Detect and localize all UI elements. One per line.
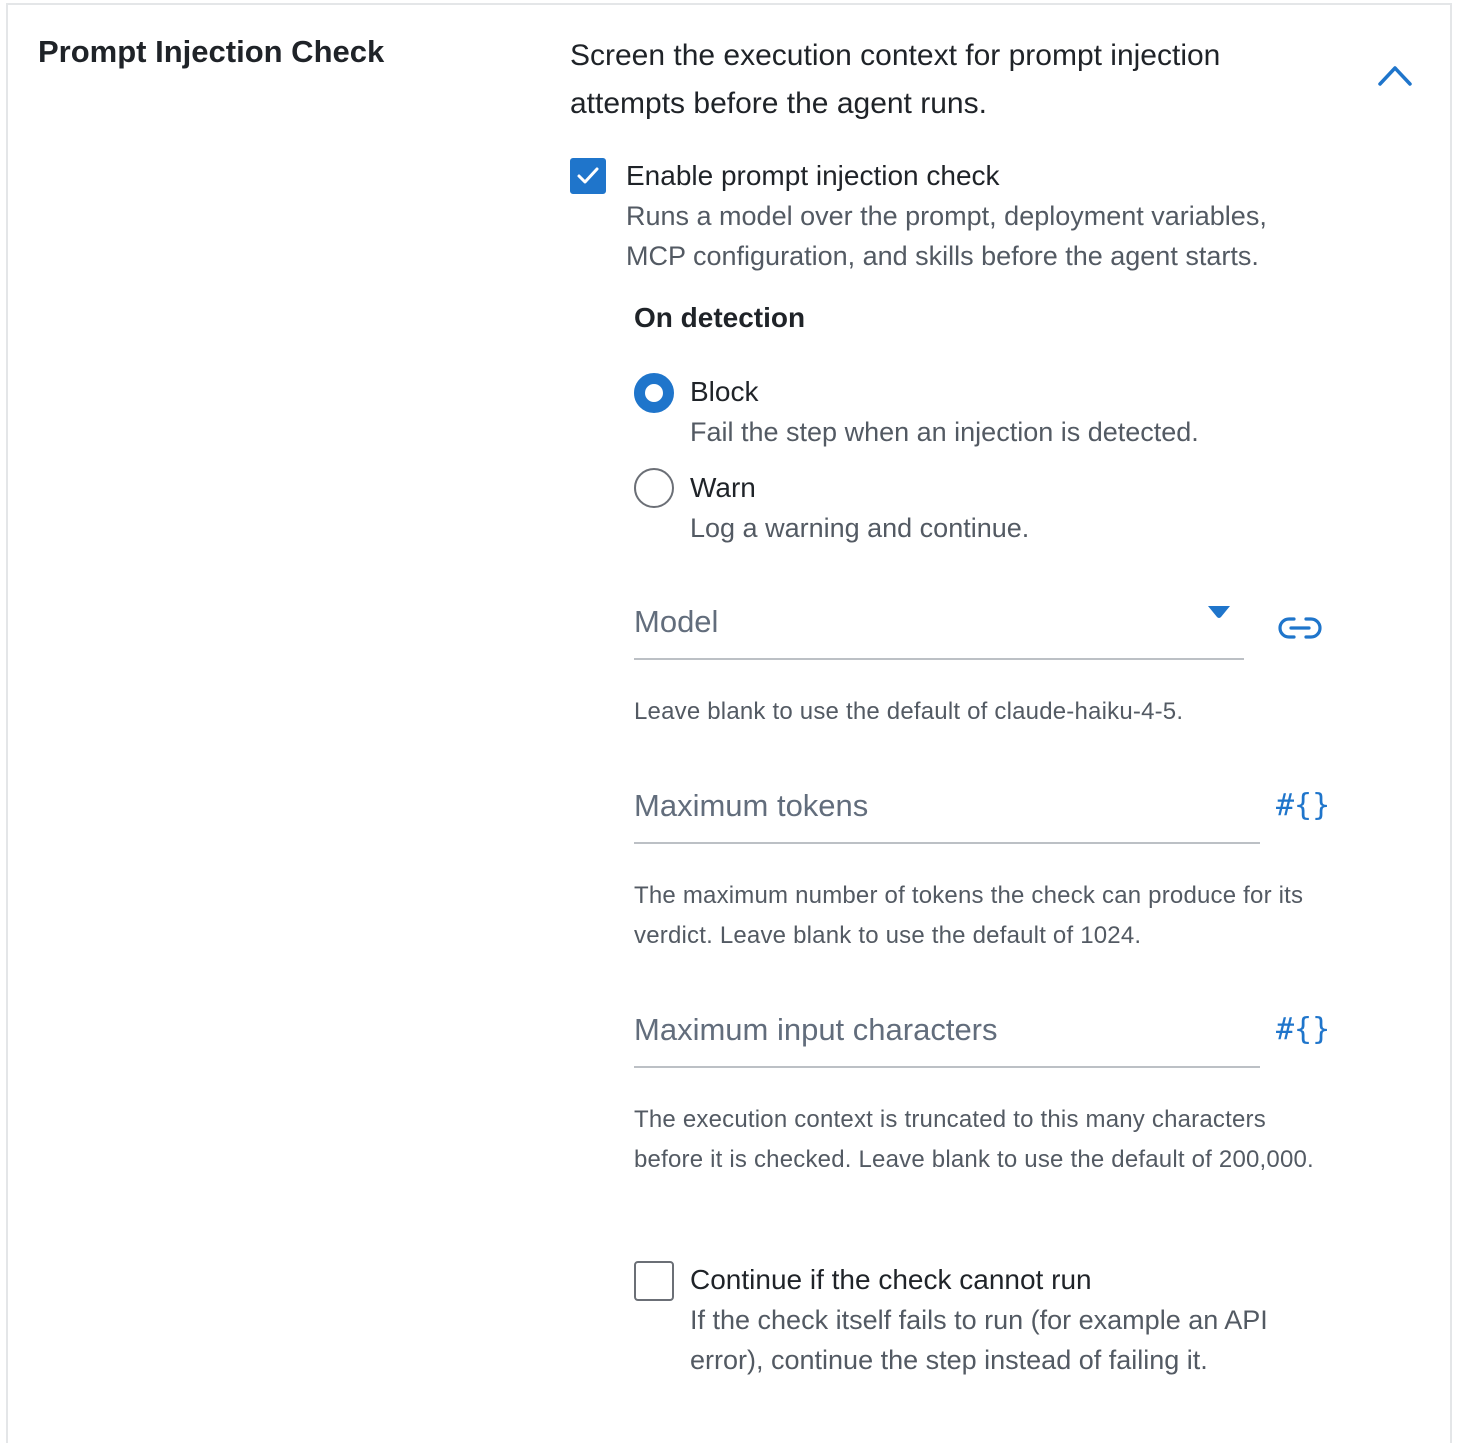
section-title: Prompt Injection Check [38, 34, 385, 69]
enable-check-help: Runs a model over the prompt, deployment variables, MCP configuration, and skills before the agent starts. [626, 201, 1267, 271]
continue-on-failure-label[interactable]: Continue if the check cannot run [690, 1264, 1092, 1295]
section-description: Screen the execution context for prompt injection attempts before the agent runs. [570, 39, 1221, 120]
expression-icon: #{} [1276, 788, 1331, 823]
max-input-chars-label: Maximum input characters [634, 1012, 998, 1047]
checkmark-icon [572, 160, 604, 192]
link-icon [1276, 610, 1324, 646]
model-label: Model [634, 604, 719, 639]
chevron-up-icon [1370, 56, 1420, 96]
continue-on-failure-help: If the check itself fails to run (for example an API error), continue the step instead of failing it. [690, 1305, 1268, 1375]
model-select[interactable] [634, 604, 1244, 660]
radio-warn[interactable] [634, 468, 674, 508]
on-detection-heading: On detection [634, 302, 806, 333]
max-input-chars-expression-button[interactable] [1276, 1012, 1330, 1047]
continue-on-failure-checkbox[interactable] [634, 1261, 674, 1301]
max-input-chars-help: The execution context is truncated to this many characters before it is checked. Leave blank to use the default of 200,000. [634, 1106, 1314, 1173]
radio-block[interactable] [634, 373, 674, 413]
enable-check-checkbox[interactable] [570, 158, 606, 194]
max-input-chars-input[interactable] [634, 1012, 1260, 1068]
enable-check-label[interactable]: Enable prompt injection check [626, 160, 1000, 191]
radio-warn-label[interactable]: Warn [690, 472, 756, 503]
radio-warn-help: Log a warning and continue. [690, 513, 1030, 543]
model-help: Leave blank to use the default of claude-haiku-4-5. [634, 698, 1184, 725]
collapse-button[interactable] [1370, 56, 1420, 96]
link-button[interactable] [1276, 610, 1324, 646]
radio-block-label[interactable]: Block [690, 376, 759, 407]
caret-down-icon[interactable] [1206, 604, 1232, 620]
max-tokens-input[interactable] [634, 788, 1260, 844]
max-tokens-label: Maximum tokens [634, 788, 869, 823]
max-tokens-expression-button[interactable] [1276, 788, 1330, 823]
expression-icon: #{} [1276, 1012, 1331, 1047]
radio-block-help: Fail the step when an injection is detected. [690, 417, 1199, 447]
max-tokens-help: The maximum number of tokens the check can produce for its verdict. Leave blank to use the default of 1024. [634, 882, 1304, 949]
